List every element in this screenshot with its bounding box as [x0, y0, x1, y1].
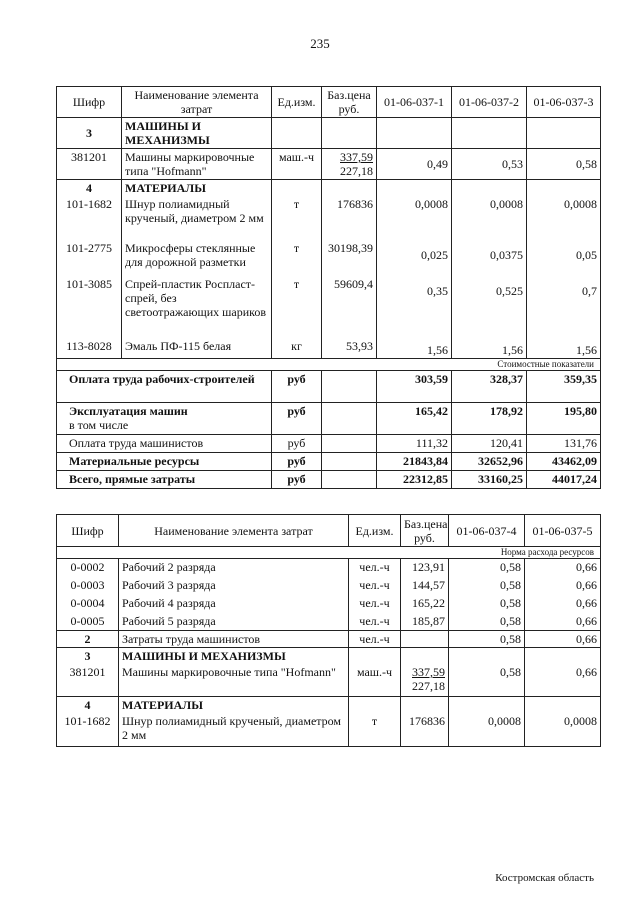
section-row	[57, 696, 601, 713]
summary-row	[57, 402, 601, 434]
row-value-2: 0,66	[525, 664, 601, 696]
header-name: Наименование элемента затрат	[122, 87, 272, 118]
summary-value-2: 178,92	[452, 402, 527, 434]
row-value-1: 1,56	[377, 338, 452, 358]
summary-unit: руб	[272, 434, 322, 452]
row-value-1: 0,58	[449, 595, 525, 613]
summary-value-1: 165,42	[377, 402, 452, 434]
header-col-1: 01-06-037-1	[377, 87, 452, 118]
row-unit: чел.-ч	[349, 613, 401, 631]
norm-label: Норма расхода ресурсов	[57, 547, 601, 559]
cost-indicators-label: Стоимостные показатели	[57, 358, 601, 370]
header-col-5: 01-06-037-5	[525, 515, 601, 547]
section-title: МАТЕРИАЛЫ	[122, 180, 272, 197]
row-value-1: 0,0008	[377, 196, 452, 240]
summary-unit: руб	[272, 370, 322, 402]
section-number: 4	[57, 696, 119, 713]
summary-unit: руб	[272, 452, 322, 470]
table-row	[57, 559, 601, 577]
row-name: Эмаль ПФ-115 белая	[122, 338, 272, 358]
row-value-1: 0,35	[377, 276, 452, 338]
summary-value-1: 21843,84	[377, 452, 452, 470]
section-title: МАШИНЫ И МЕХАНИЗМЫ	[122, 118, 272, 149]
section-number: 4	[57, 180, 122, 197]
cost-label-row	[57, 358, 601, 370]
row-value-2: 0,53	[452, 149, 527, 180]
row-name: Шнур полиамидный крученый, диаметром 2 мм	[119, 713, 349, 747]
table-row	[57, 149, 601, 180]
norm-label-row	[57, 547, 601, 559]
row-unit: кг	[272, 338, 322, 358]
table-row	[57, 196, 601, 240]
row-price: 337,59 227,18	[401, 664, 449, 696]
summary-value-3: 195,80	[527, 402, 601, 434]
summary-name: Всего, прямые затраты	[57, 470, 272, 488]
row-value-1: 0,58	[449, 559, 525, 577]
summary-name: Оплата труда машинистов	[57, 434, 272, 452]
row-value-3: 0,7	[527, 276, 601, 338]
row-value-3: 0,0008	[527, 196, 601, 240]
row-value-2: 0,66	[525, 631, 601, 648]
header-col-3: 01-06-037-3	[527, 87, 601, 118]
summary-unit: руб	[272, 402, 322, 434]
row-name: Рабочий 4 разряда	[119, 595, 349, 613]
page-number: 235	[310, 36, 330, 51]
row-value-2: 0,66	[525, 595, 601, 613]
table-header-row	[57, 87, 601, 118]
summary-row	[57, 470, 601, 488]
row-code: 101-1682	[57, 196, 122, 240]
row-value-2: 0,0008	[525, 713, 601, 747]
row-value-2: 1,56	[452, 338, 527, 358]
table-row	[57, 276, 601, 338]
row-value-1: 0,58	[449, 631, 525, 648]
row-name: Машины маркировочные типа "Hofmann"	[119, 664, 349, 696]
table-row	[57, 577, 601, 595]
table-row	[57, 664, 601, 696]
row-value-1: 0,0008	[449, 713, 525, 747]
section-title: Затраты труда машинистов	[119, 631, 349, 648]
section-number: 2	[57, 631, 119, 648]
row-price: 176836	[401, 713, 449, 747]
row-value-1: 0,58	[449, 577, 525, 595]
row-unit: т	[349, 713, 401, 747]
row-unit: т	[272, 196, 322, 240]
summary-name: Эксплуатация машин в том числе	[57, 402, 272, 434]
row-price: 123,91	[401, 559, 449, 577]
summary-value-1: 303,59	[377, 370, 452, 402]
row-price: 59609,4	[322, 276, 377, 338]
row-name: Спрей-пластик Роспласт-спрей, без светоотражающих шариков	[122, 276, 272, 338]
header-code: Шифр	[57, 515, 119, 547]
row-unit: чел.-ч	[349, 595, 401, 613]
table-row	[57, 240, 601, 276]
row-price: 185,87	[401, 613, 449, 631]
row-value-1: 0,025	[377, 240, 452, 276]
summary-name: Материальные ресурсы	[57, 452, 272, 470]
summary-value-2: 328,37	[452, 370, 527, 402]
row-unit: чел.-ч	[349, 577, 401, 595]
row-code: 381201	[57, 664, 119, 696]
section-row	[57, 648, 601, 665]
summary-value-1: 22312,85	[377, 470, 452, 488]
summary-value-3: 44017,24	[527, 470, 601, 488]
summary-value-3: 131,76	[527, 434, 601, 452]
row-value-2: 0,66	[525, 559, 601, 577]
row-value-1: 0,58	[449, 664, 525, 696]
summary-name: Оплата труда рабочих-строителей	[57, 370, 272, 402]
row-value-2: 0,66	[525, 577, 601, 595]
summary-row	[57, 452, 601, 470]
table-row	[57, 613, 601, 631]
header-col-2: 01-06-037-2	[452, 87, 527, 118]
summary-value-2: 33160,25	[452, 470, 527, 488]
row-value-3: 0,05	[527, 240, 601, 276]
row-value-2: 0,0375	[452, 240, 527, 276]
summary-value-3: 359,35	[527, 370, 601, 402]
row-name: Рабочий 2 разряда	[119, 559, 349, 577]
row-price: 176836	[322, 196, 377, 240]
summary-unit: руб	[272, 470, 322, 488]
row-code: 0-0003	[57, 577, 119, 595]
summary-value-3: 43462,09	[527, 452, 601, 470]
row-unit: т	[272, 276, 322, 338]
row-code: 101-2775	[57, 240, 122, 276]
summary-value-1: 111,32	[377, 434, 452, 452]
row-unit: чел.-ч	[349, 631, 401, 648]
header-price: Баз.цена руб.	[322, 87, 377, 118]
row-value-2: 0,525	[452, 276, 527, 338]
row-value-1: 0,49	[377, 149, 452, 180]
row-name: Рабочий 5 разряда	[119, 613, 349, 631]
row-name: Шнур полиамидный крученый, диаметром 2 мм	[122, 196, 272, 240]
section-number: 3	[57, 118, 122, 149]
header-price: Баз.цена руб.	[401, 515, 449, 547]
section-title: МАШИНЫ И МЕХАНИЗМЫ	[119, 648, 349, 665]
row-price: 30198,39	[322, 240, 377, 276]
row-price: 53,93	[322, 338, 377, 358]
table-row	[57, 338, 601, 358]
row-code: 381201	[57, 149, 122, 180]
resource-table-1	[56, 86, 601, 489]
row-name: Машины маркировочные типа "Hofmann"	[122, 149, 272, 180]
header-col-4: 01-06-037-4	[449, 515, 525, 547]
header-code: Шифр	[57, 87, 122, 118]
footer-region: Костромская область	[495, 872, 594, 884]
table-row	[57, 713, 601, 747]
summary-row	[57, 434, 601, 452]
row-value-2: 0,0008	[452, 196, 527, 240]
table-header-row	[57, 515, 601, 547]
row-code: 101-3085	[57, 276, 122, 338]
table-row	[57, 595, 601, 613]
row-price: 337,59 227,18	[322, 149, 377, 180]
summary-value-2: 120,41	[452, 434, 527, 452]
section-row	[57, 180, 601, 197]
section-title: МАТЕРИАЛЫ	[119, 696, 349, 713]
row-code: 0-0005	[57, 613, 119, 631]
row-code: 113-8028	[57, 338, 122, 358]
row-code: 0-0002	[57, 559, 119, 577]
row-value-3: 0,58	[527, 149, 601, 180]
section-row	[57, 118, 601, 149]
summary-row	[57, 370, 601, 402]
row-value-2: 0,66	[525, 613, 601, 631]
row-name: Микросферы стеклянные для дорожной разметки	[122, 240, 272, 276]
summary-value-2: 32652,96	[452, 452, 527, 470]
header-unit: Ед.изм.	[272, 87, 322, 118]
header-name: Наименование элемента затрат	[119, 515, 349, 547]
row-unit: т	[272, 240, 322, 276]
row-code: 101-1682	[57, 713, 119, 747]
row-code: 0-0004	[57, 595, 119, 613]
row-price: 165,22	[401, 595, 449, 613]
row-unit: маш.-ч	[272, 149, 322, 180]
section-number: 3	[57, 648, 119, 665]
row-value-3: 1,56	[527, 338, 601, 358]
resource-table-2	[56, 514, 601, 747]
row-unit: маш.-ч	[349, 664, 401, 696]
row-price: 144,57	[401, 577, 449, 595]
row-unit: чел.-ч	[349, 559, 401, 577]
row-name: Рабочий 3 разряда	[119, 577, 349, 595]
header-unit: Ед.изм.	[349, 515, 401, 547]
section-row	[57, 631, 601, 648]
row-value-1: 0,58	[449, 613, 525, 631]
